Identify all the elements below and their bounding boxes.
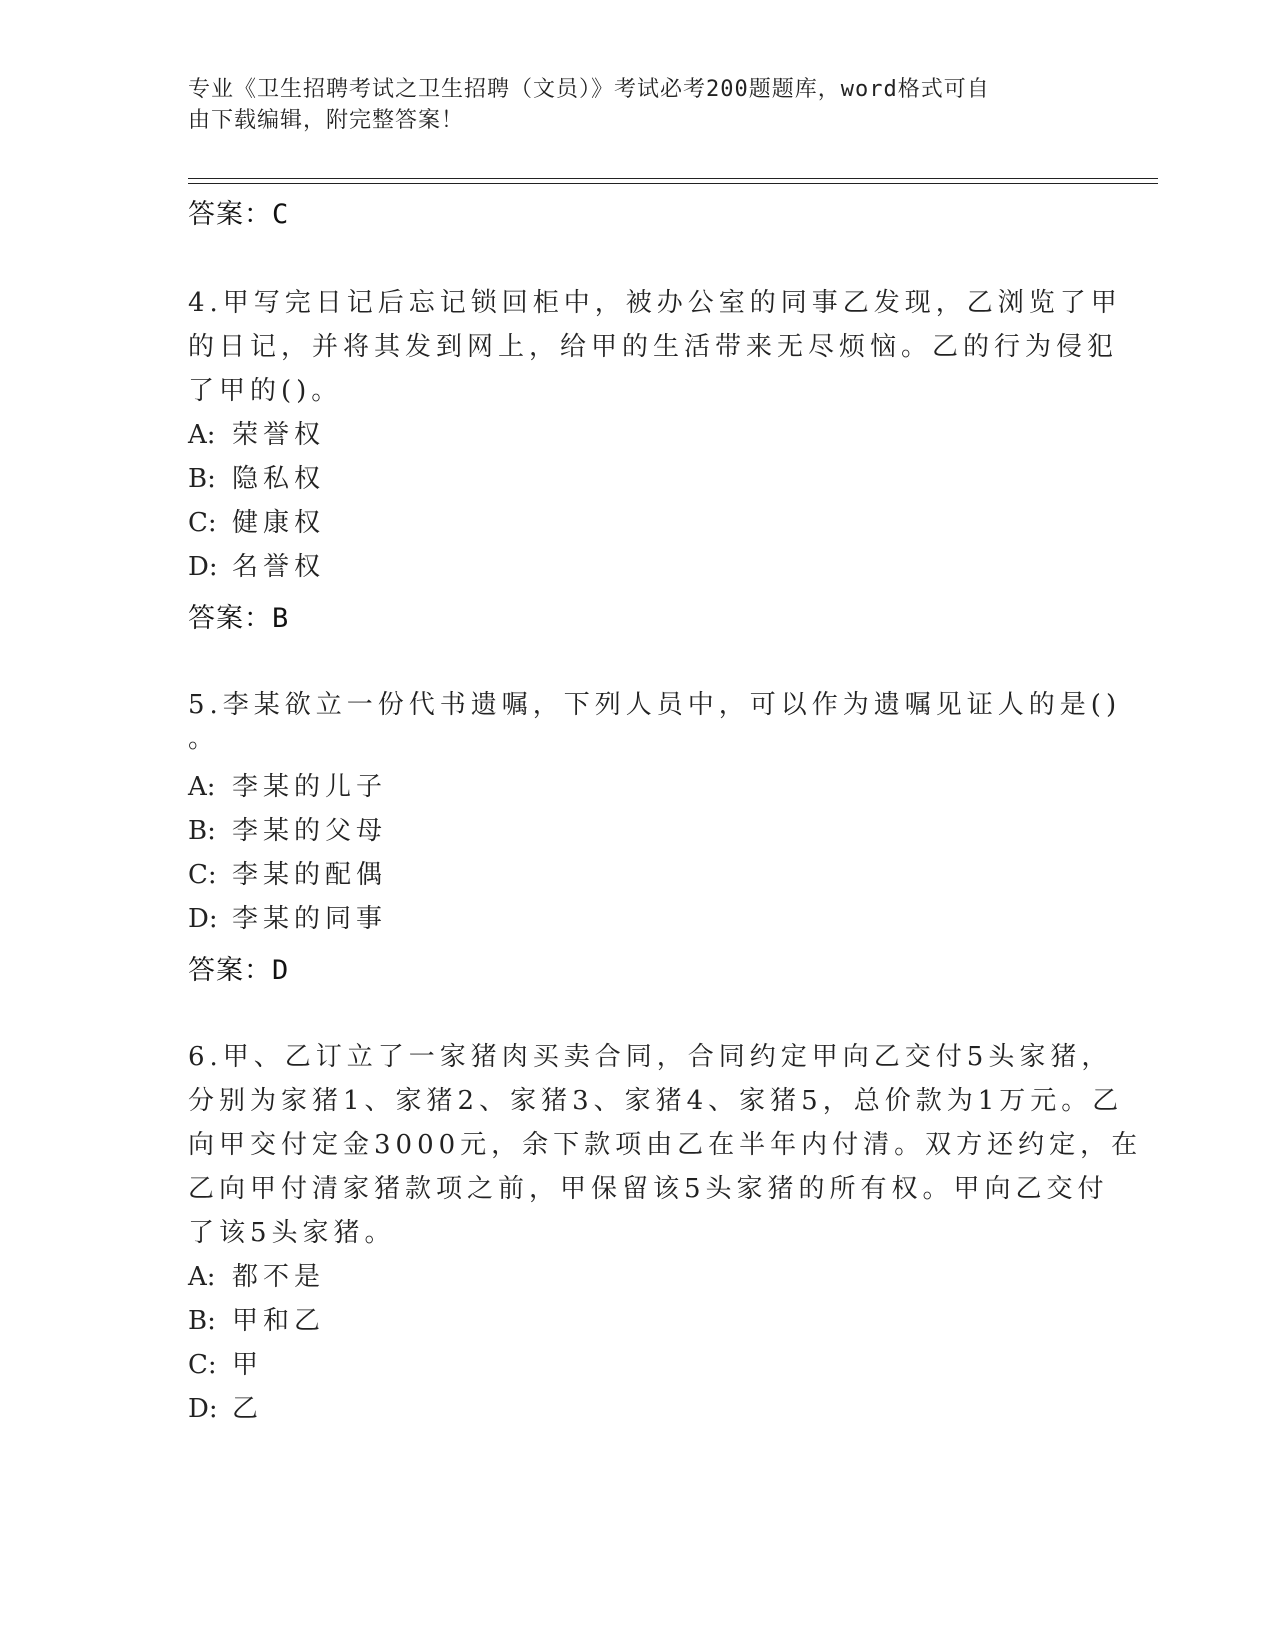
option-letter: A: [188, 1262, 216, 1292]
question-4-option-d [188, 546, 325, 583]
question-5-line-2: 。 [188, 724, 220, 754]
option-letter: D: [188, 1394, 218, 1424]
question-4-option-b [188, 458, 325, 495]
question-4-line-3: 了甲的()。 [188, 376, 343, 406]
question-5-option-b [188, 810, 387, 847]
option-text: 甲和乙 [232, 1306, 326, 1336]
question-6-option-a [188, 1256, 325, 1293]
option-text: 荣誉权 [232, 420, 326, 450]
question-5-line-1: 5.李某欲立一份代书遗嘱，下列人员中，可以作为遗嘱见证人的是() [188, 690, 1122, 720]
option-letter: C: [188, 860, 217, 890]
option-letter: C: [188, 1350, 217, 1380]
option-text: 健康权 [232, 508, 326, 538]
question-4-answer: 答案：B [188, 603, 290, 634]
question-4-option-c [188, 502, 325, 539]
option-letter: B: [188, 816, 216, 846]
option-text: 隐私权 [232, 464, 326, 494]
question-5-answer: 答案：D [188, 955, 290, 986]
option-letter: A: [188, 420, 216, 450]
option-letter: D: [188, 904, 218, 934]
option-text: 李某的同事 [232, 904, 388, 934]
option-text: 都不是 [232, 1262, 326, 1292]
question-6-option-c [188, 1344, 263, 1381]
question-4-option-a [188, 414, 325, 451]
question-5-option-d [188, 898, 387, 935]
option-text: 名誉权 [232, 552, 326, 582]
option-letter: D: [188, 552, 218, 582]
option-letter: C: [188, 508, 217, 538]
question-6-line-5: 了该5头家猪。 [188, 1218, 396, 1248]
option-text: 李某的儿子 [232, 772, 388, 802]
option-text: 乙 [232, 1394, 264, 1424]
header-divider-top [188, 178, 1158, 179]
option-letter: B: [188, 464, 216, 494]
header-line-2: 由下载编辑，附完整答案！ [188, 108, 465, 133]
question-4-line-2: 的日记，并将其发到网上，给甲的生活带来无尽烦恼。乙的行为侵犯 [188, 332, 1119, 362]
header-divider-bottom [188, 183, 1158, 184]
question-6-line-3: 向甲交付定金3000元，余下款项由乙在半年内付清。双方还约定，在 [188, 1130, 1143, 1160]
option-letter: B: [188, 1306, 216, 1336]
question-6-option-b [188, 1300, 325, 1337]
option-letter: A: [188, 772, 216, 802]
previous-answer: 答案：C [188, 199, 290, 230]
question-5-option-a [188, 766, 387, 803]
document-header [188, 74, 1068, 136]
question-5-option-c [188, 854, 387, 891]
header-line-1: 专业《卫生招聘考试之卫生招聘（文员）》考试必考200题题库，word格式可自 [188, 77, 990, 102]
question-6-line-4: 乙向甲付清家猪款项之前，甲保留该5头家猪的所有权。甲向乙交付 [188, 1174, 1109, 1204]
option-text: 李某的父母 [232, 816, 388, 846]
option-text: 甲 [232, 1350, 264, 1380]
question-6-line-1: 6.甲、乙订立了一家猪肉买卖合同，合同约定甲向乙交付5头家猪， [188, 1042, 1113, 1072]
option-text: 李某的配偶 [232, 860, 388, 890]
question-4-line-1: 4.甲写完日记后忘记锁回柜中，被办公室的同事乙发现，乙浏览了甲 [188, 288, 1122, 318]
question-6-option-d [188, 1388, 263, 1425]
question-6-line-2: 分别为家猪1、家猪2、家猪3、家猪4、家猪5，总价款为1万元。乙 [188, 1086, 1124, 1116]
